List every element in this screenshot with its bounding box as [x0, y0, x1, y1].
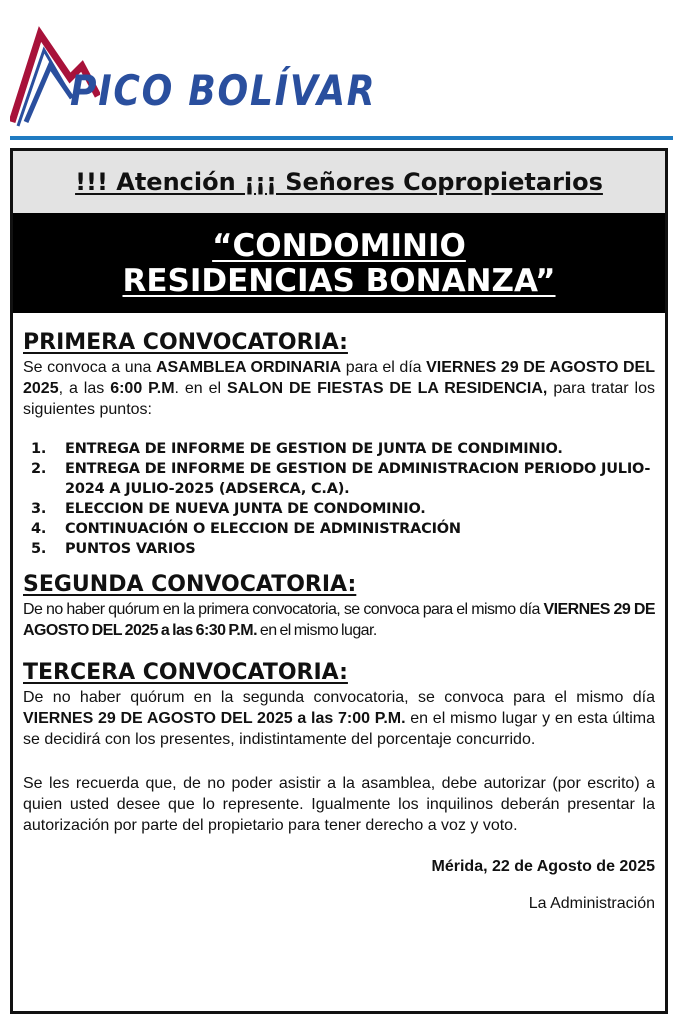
- primera-heading: PRIMERA CONVOCATORIA:: [23, 330, 348, 355]
- reminder-paragraph: Se les recuerda que, de no poder asistir a la asamblea, debe autorizar (por escrito) a quien usted desee que lo represente. Igualmente los inquilinos deberán presentar la autorización por parte del propietario para tener derecho a voz y voto.: [23, 775, 655, 834]
- agenda-list: [23, 439, 655, 559]
- agenda-item: 4. CONTINUACIÓN O ELECCION DE ADMINISTRACIÓN: [31, 521, 461, 537]
- agenda-item: 2. ENTREGA DE INFORME DE GESTION DE ADMINISTRACION PERIODO JULIO-2024 A JULIO-2025 (ADSERCA, C.A).: [31, 461, 651, 497]
- tercera-paragraph: De no haber quórum en la segunda convocatoria, se convoca para el mismo día VIERNES 29 DE AGOSTO DEL 2025 a las 7:00 P.M. en el mismo lugar y en esta última se decidirá con los presentes, indistintamente del porcentaje concurrido.: [23, 689, 656, 748]
- segunda-paragraph: De no haber quórum en la primera convocatoria, se convoca para el mismo día VIERNES 29 DE AGOSTO DEL 2025 a las 6:30 P.M. en el mismo lugar.: [23, 601, 655, 639]
- tercera-heading: TERCERA CONVOCATORIA:: [23, 660, 348, 685]
- primera-paragraph: Se convoca a una ASAMBLEA ORDINARIA para el día VIERNES 29 DE AGOSTO DEL 2025, a las 6:00 P.M. en el SALON DE FIESTAS DE LA RESIDENCIA, para tratar los siguientes puntos:: [23, 359, 656, 418]
- title-line-2: RESIDENCIAS BONANZA”: [122, 263, 556, 299]
- header-divider: [10, 136, 673, 140]
- attention-heading: !!! Atención ¡¡¡ Señores Copropietarios: [75, 168, 603, 196]
- date-line: Mérida, 22 de Agosto de 2025: [431, 858, 655, 875]
- agenda-item: 5. PUNTOS VARIOS: [31, 541, 196, 557]
- agenda-item: 3. ELECCION DE NUEVA JUNTA DE CONDOMINIO.: [31, 501, 426, 517]
- signature: La Administración: [528, 895, 655, 912]
- title-line-1: “CONDOMINIO: [212, 228, 466, 264]
- logo-text: PICO BOLÍVAR: [70, 66, 377, 115]
- title-banner: [13, 213, 665, 313]
- segunda-heading: SEGUNDA CONVOCATORIA:: [23, 572, 357, 597]
- notice-body: [23, 329, 655, 914]
- pico-bolivar-logo: [10, 26, 377, 130]
- agenda-item: 1. ENTREGA DE INFORME DE GESTION DE JUNTA DE CONDIMINIO.: [31, 441, 563, 457]
- notice-frame: [10, 148, 668, 1014]
- attention-banner: [13, 151, 665, 213]
